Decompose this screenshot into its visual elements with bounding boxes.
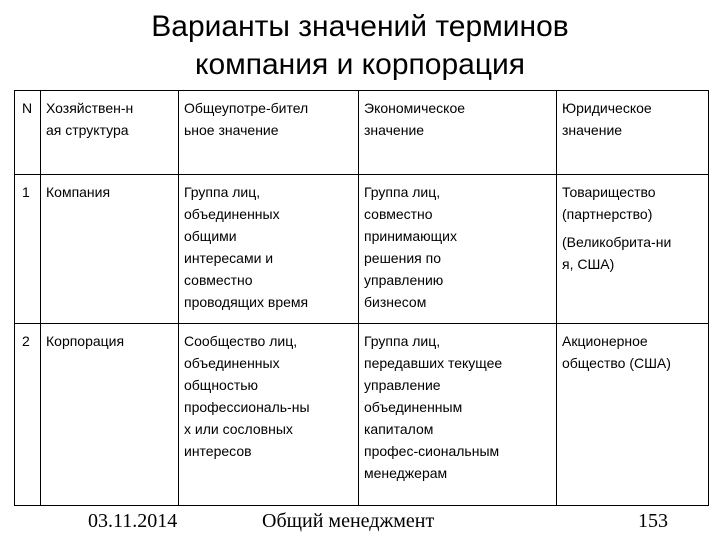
header-legal-cell [557,91,709,175]
row-common-line: проводящих время [184,294,309,310]
row-legal-line: Акционерное [562,333,648,349]
row-number: 2 [22,333,30,349]
row-economic-line: передавших текущее [364,355,503,371]
header-structure-cell [41,91,179,175]
terms-table [14,90,709,506]
row-common-line: Группа лиц, [184,184,261,200]
row-economic-line: менеджерам [364,465,448,481]
footer-page-number: 153 [638,510,668,532]
row-common-line: объединенных [184,206,280,222]
slide-footer [0,510,720,538]
row-number-cell [15,324,41,506]
footer-date: 03.11.2014 [88,510,178,532]
row-number: 1 [22,184,30,200]
row-legal-line: Товарищество [562,184,656,200]
row-economic-line: принимающих [364,228,457,244]
row-legal-cell [557,175,709,324]
row-common-cell [179,175,359,324]
table-row [15,324,709,506]
footer-course-name: Общий менеджмент [262,510,435,532]
row-structure-cell [41,175,179,324]
header-structure-line: Хозяйствен-н [46,100,134,116]
header-economic-line: значение [364,122,425,138]
table-row [15,175,709,324]
header-economic-line: Экономическое [364,100,466,116]
row-common-line: х или сословных [184,421,293,437]
row-economic-line: профес-сиональным [364,443,500,459]
header-common-line: Общеупотре-бител [184,100,309,116]
row-structure-line: Компания [46,184,111,200]
header-economic-cell [359,91,557,175]
row-legal-line: (партнерство) [562,206,653,222]
row-legal-line: (Великобрита-ни [562,234,672,250]
row-economic-line: решения по [364,250,441,266]
slide-title [0,8,720,84]
header-structure-line: ая структура [46,122,129,138]
row-economic-line: управлению [364,272,444,288]
row-common-line: совместно [184,272,253,288]
row-economic-line: бизнесом [364,294,427,310]
row-common-line: Сообщество лиц, [184,333,298,349]
row-common-line: интересами и [184,250,274,266]
row-economic-cell [359,324,557,506]
row-common-line: профессиональ-ны [184,399,310,415]
row-economic-cell [359,175,557,324]
row-economic-line: капиталом [364,421,434,437]
row-common-line: объединенных [184,355,280,371]
slide-title-line-2: компания и корпорация [194,48,525,81]
row-legal-cell [557,324,709,506]
row-structure-line: Корпорация [46,333,125,349]
header-number: N [22,100,33,116]
row-common-line: общностью [184,377,259,393]
header-legal-line: значение [562,122,623,138]
row-legal-line: общество (США) [562,355,671,371]
header-common-line: ьное значение [184,122,279,138]
row-legal-line: я, США) [562,256,615,272]
table-header-row [15,91,709,175]
row-common-line: интересов [184,443,252,459]
row-economic-line: Группа лиц, [364,333,441,349]
row-structure-cell [41,324,179,506]
header-number-cell [15,91,41,175]
row-economic-line: управление [364,377,441,393]
header-legal-line: Юридическое [562,100,652,116]
slide-title-line-1: Варианты значений терминов [151,10,569,43]
row-number-cell [15,175,41,324]
row-common-cell [179,324,359,506]
header-common-cell [179,91,359,175]
row-economic-line: объединенным [364,399,463,415]
row-economic-line: совместно [364,206,433,222]
row-common-line: общими [184,228,237,244]
row-economic-line: Группа лиц, [364,184,441,200]
